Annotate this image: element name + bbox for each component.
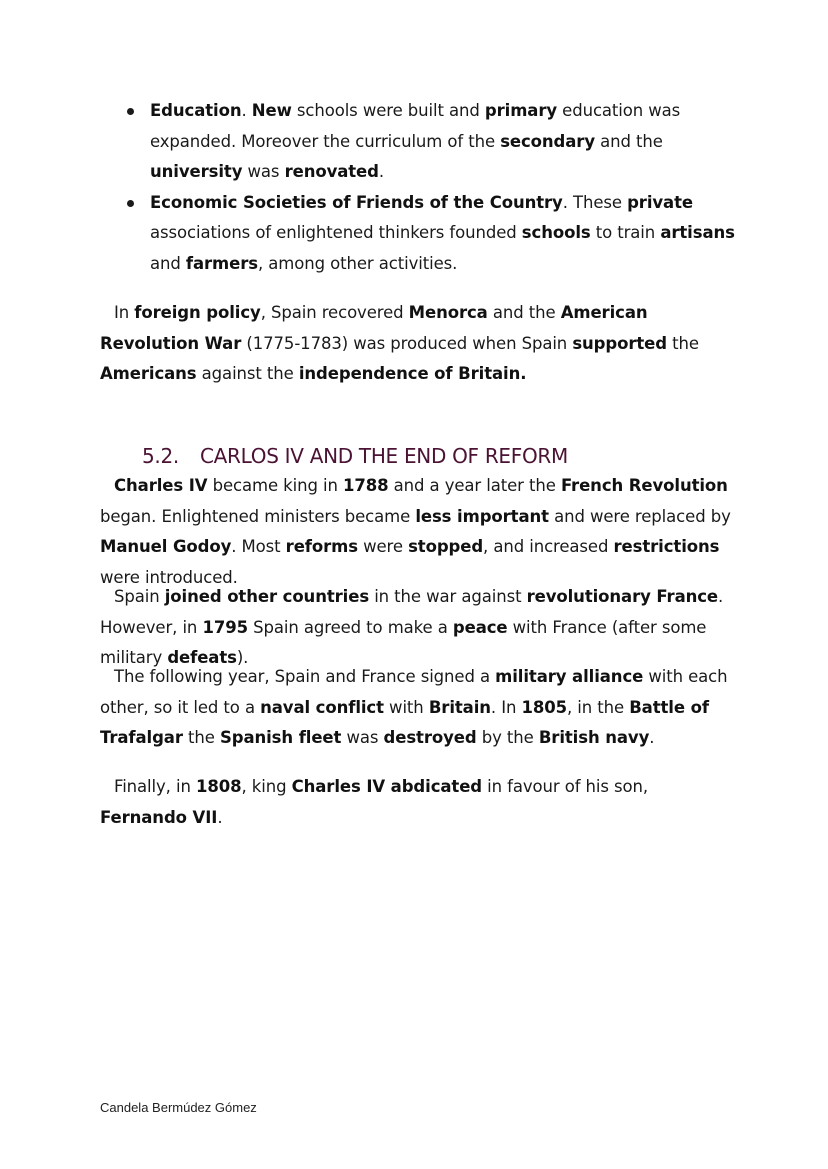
bold-term: artisans [660,223,735,242]
text-run: . Most [231,537,286,556]
bold-term: farmers [185,253,258,273]
bold-term: military alliance [495,667,644,686]
text-run: The following year, Spain and France signed a [114,667,496,686]
paragraph-war-france [100,582,740,674]
bold-term: British navy [538,728,650,747]
paragraph-foreign-policy [100,298,740,390]
bold-term: 1805 [521,697,567,717]
text-run: were introduced. [100,567,238,587]
text-run: , Spain recovered [260,303,409,322]
bold-term: private [627,192,693,212]
bold-term: Menorca [408,303,488,322]
text-run: . [378,162,385,181]
text-run: , in the [567,697,630,717]
section-heading [142,441,568,471]
bold-term: Economic Societies of Friends of the Country [150,192,563,212]
bold-term: destroyed [383,728,477,747]
reform-bullet-list [100,96,740,279]
bold-term: Manuel Godoy [100,537,232,556]
bold-term: reforms [285,537,358,556]
text-run: . However, in [100,587,724,637]
bold-term: schools [521,223,591,242]
text-run: against the [196,364,299,383]
bold-term: less important [415,506,549,526]
bold-term: restrictions [613,537,720,556]
bold-term: 1788 [342,476,389,495]
text-run: and the [487,303,561,322]
paragraph-trafalgar [100,662,740,754]
bold-term: Charles IV abdicated [291,777,483,796]
bold-term: peace [452,617,508,637]
bold-term: joined other countries [164,587,370,606]
bold-term: 1808 [195,777,242,796]
section-number: 5.2. [142,444,179,468]
text-run: the [666,333,699,353]
text-run: Finally, in [114,777,196,796]
text-run: to train [590,223,661,242]
text-run: with [383,697,429,717]
bold-term: Battle of Trafalgar [100,697,709,747]
text-run: (1775-1783) was produced when Spain [241,333,573,353]
bold-term: primary [484,101,558,120]
bold-term: New [251,101,292,120]
text-run: was [242,162,285,181]
text-run: and the [595,131,663,151]
text-run: the [182,728,220,747]
bold-term: supported [572,333,667,353]
bold-term: renovated [284,162,379,181]
text-run: . [217,807,223,827]
text-run: ). [236,648,249,667]
text-run: with each other, so it led to a [100,667,728,717]
bold-term: stopped [408,537,484,556]
bullet-economic-societies [100,188,740,280]
text-run: . In [490,697,522,717]
bullet-dot-icon [127,108,134,115]
text-run: . [649,728,655,747]
bold-term: American Revolution War [100,303,648,353]
text-run: Spain agreed to make a [247,617,453,637]
text-run: associations of enlightened thinkers founded [150,223,522,242]
footer-author: Candela Bermúdez Gómez [100,1100,257,1115]
text-run: In [114,303,135,322]
bold-term: university [150,162,243,181]
bullet-education [100,96,740,188]
text-run: and a year later the [388,476,561,495]
text-run: and [150,253,186,273]
text-run: . These [562,192,628,212]
bold-term: Fernando VII [100,807,218,827]
bold-term: naval conflict [260,697,384,717]
bold-term: Britain [428,697,491,717]
text-run: , and increased [483,537,614,556]
section-title: CARLOS IV AND THE END OF REFORM [200,444,568,468]
text-run: , king [241,777,292,796]
text-run: with France (after some military [100,617,707,667]
text-run: and were replaced by [548,506,731,526]
text-run: schools were built and [291,101,485,120]
bold-term: Charles IV [114,476,208,495]
text-run: became king in [207,476,343,495]
paragraph-charles-iv [100,471,740,593]
text-run: Spain [114,587,165,606]
text-run: , among other activities. [257,253,458,273]
bold-term: secondary [500,131,596,151]
text-run: . [241,101,252,120]
bold-term: defeats [167,648,237,667]
paragraph-abdication [100,772,740,833]
bold-term: Spanish fleet [219,728,342,747]
text-run: education was expanded. Moreover the curriculum of the [150,101,681,151]
text-run: began. Enlightened ministers became [100,506,416,526]
bullet-dot-icon [127,200,134,207]
text-run: by the [476,728,539,747]
bold-term: foreign policy [134,303,261,322]
bold-term: French Revolution [560,476,728,495]
text-run: was [341,728,384,747]
text-run: were [357,537,409,556]
text-run: in favour of his son, [482,777,649,796]
bold-term: 1795 [202,617,248,637]
bold-term: Education [150,101,242,120]
bold-term: revolutionary France [526,587,719,606]
bold-term: Americans [100,364,197,383]
bold-term: independence of Britain. [298,364,527,383]
text-run: in the war against [369,587,527,606]
